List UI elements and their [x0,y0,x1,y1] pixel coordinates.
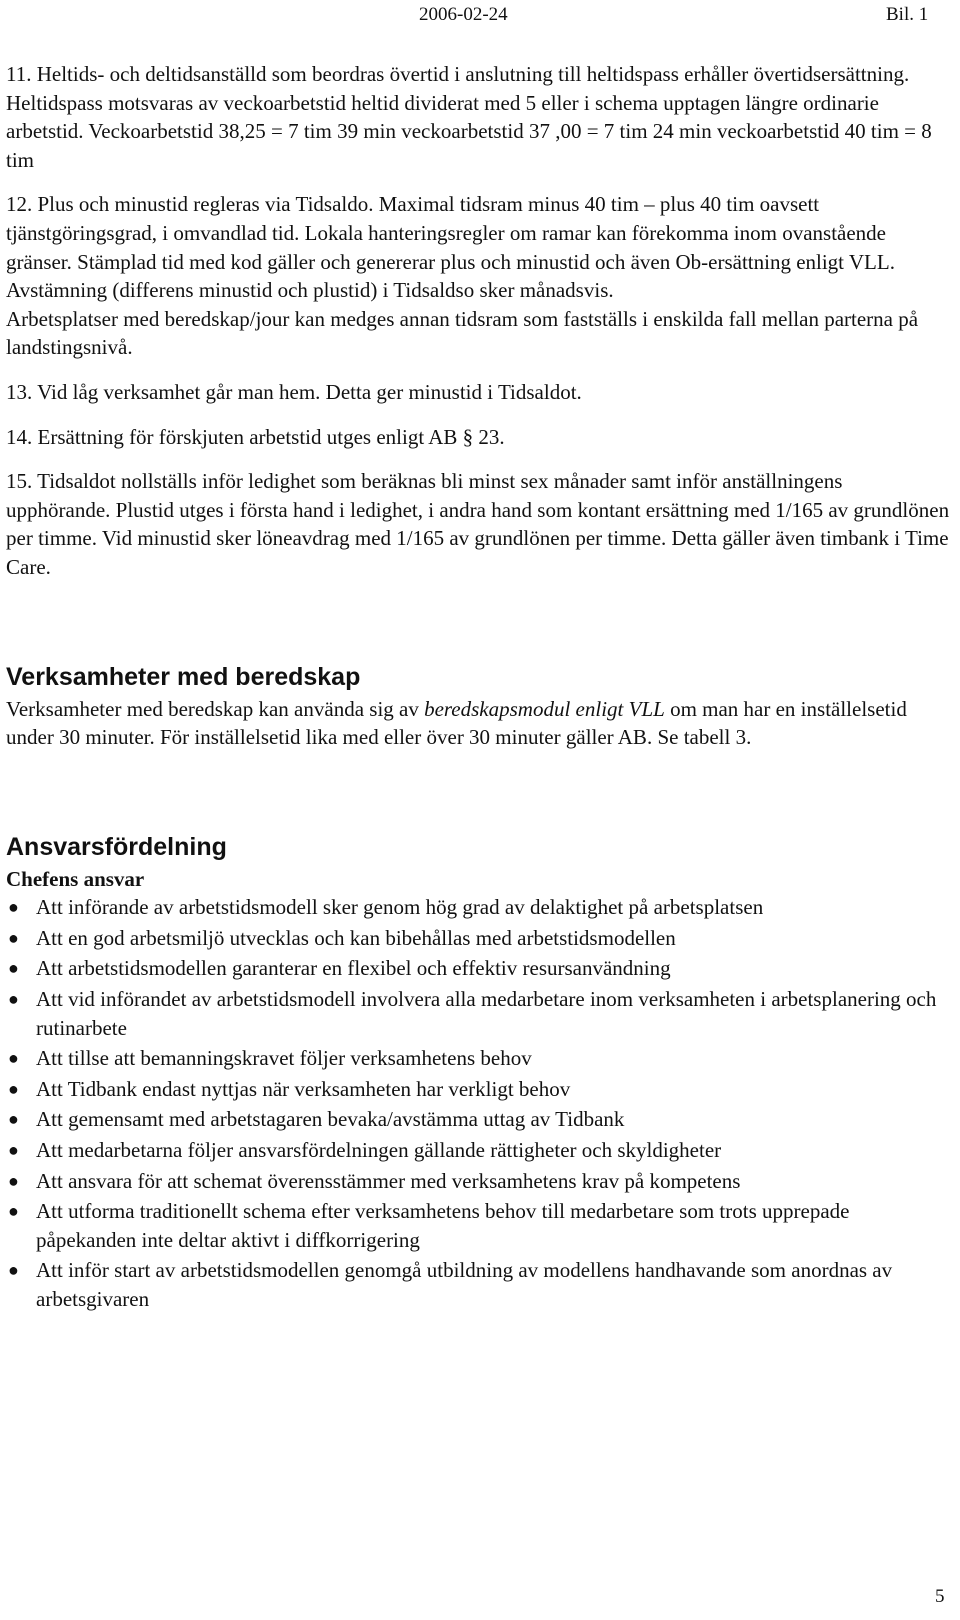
document-body [6,60,950,1316]
paragraph-11: 11. Heltids- och deltidsanställd som beordras övertid i anslutning till heltidspass erhåller övertidsersättning. Heltidspass motsvaras av veckoarbetstid heltid dividerat med 5 eller i schema upptagen längre ordinarie arbetstid. Veckoarbetstid 38,25 = 7 tim 39 min veckoarbetstid 37 ,00 = 7 tim 24 min veckoarbetstid 40 tim = 8 tim [6,62,932,172]
list-item [6,985,950,1042]
beredskap-text-italic: beredskapsmodul enligt VLL [424,696,665,721]
bullet-icon: ● [8,1170,19,1191]
list-item-text: Att arbetstidsmodellen garanterar en flexibel och effektiv resursanvändning [36,956,671,981]
paragraph-12-jour: Arbetsplatser med beredskap/jour kan medges annan tidsram som fastställs i enskilda fall mellan parterna på landstingsnivå. [6,306,919,360]
bullet-icon: ● [8,897,19,918]
list-item [6,1075,950,1104]
list-item [6,1105,950,1134]
bullet-icon: ● [8,1078,19,1099]
subheading-chefens-ansvar: Chefens ansvar [6,866,145,891]
responsibility-list [6,893,950,1313]
list-item [6,1044,950,1073]
list-item-text: Att Tidbank endast nyttjas när verksamheten har verkligt behov [36,1076,571,1101]
paragraph-12: 12. Plus och minustid regleras via Tidsaldo. Maximal tidsram minus 40 tim – plus 40 tim oavsett tjänstgöringsgrad, i omvandlad tid. Lokala hanteringsregler om ramar kan förekomma inom ovanstående gränser. Stämplad tid med kod gäller och genererar plus och minustid och även Ob-ersättning enligt VLL. Avstämning (differens minustid och plustid) i Tidsaldso sker månadsvis. [6,192,895,303]
list-item [6,924,950,953]
beredskap-text-after: om man har en inställelsetid under 30 minuter. För inställelsetid lika med eller över 30 minuter gäller AB. Se tabell 3. [6,696,907,750]
list-item-text: Att gemensamt med arbetstagaren bevaka/avstämma uttag av Tidbank [36,1107,625,1132]
paragraph-13: 13. Vid låg verksamhet går man hem. Detta ger minustid i Tidsaldot. [6,379,582,404]
bullet-icon: ● [8,1201,19,1222]
paragraph-15: 15. Tidsaldot nollställs inför ledighet som beräknas bli minst sex månader samt inför anställningens upphörande. Plustid utges i första hand i ledighet, i andra hand som kontant ersättning med 1/165 av grundlönen per timme. Vid minustid sker löneavdrag med 1/165 av grundlönen per timme. Detta gäller även timbank i Time Care. [6,469,950,579]
header-attachment-label: Bil. 1 [886,4,929,25]
list-item-text: Att tillse att bemanningskravet följer verksamhetens behov [36,1046,532,1071]
heading-beredskap: Verksamheter med beredskap [6,662,361,691]
bullet-icon: ● [8,1260,19,1281]
list-item [6,1256,950,1313]
bullet-icon: ● [8,958,19,979]
bullet-icon: ● [8,1048,19,1069]
header-date: 2006-02-24 [419,4,508,25]
heading-ansvarsfordelning: Ansvarsfördelning [6,832,227,861]
list-item-text: Att ansvara för att schemat överensstämmer med verksamhetens krav på kompetens [36,1168,741,1193]
page-number: 5 [935,1586,945,1607]
list-item-text: Att utforma traditionellt schema efter verksamhetens behov till medarbetare som trots upprepade påpekanden inte deltar aktivt i diffkorrigering [36,1199,850,1252]
paragraph-14: 14. Ersättning för förskjuten arbetstid utges enligt AB § 23. [6,424,505,449]
list-item-text: Att införande av arbetstidsmodell sker genom hög grad av delaktighet på arbetsplatsen [36,895,764,920]
list-item [6,1136,950,1165]
list-item-text: Att medarbetarna följer ansvarsfördelningen gällande rättigheter och skyldigheter [36,1138,722,1163]
list-item-text: Att vid införandet av arbetstidsmodell involvera alla medarbetare inom verksamheten i arbetsplanering och rutinarbete [36,987,937,1040]
list-item-text: Att inför start av arbetstidsmodellen genomgå utbildning av modellens handhavande som anordnas av arbetsgivaren [36,1258,893,1311]
paragraph-beredskap [6,695,950,752]
beredskap-text-before: Verksamheter med beredskap kan använda sig av [6,696,425,721]
list-item [6,954,950,983]
bullet-icon: ● [8,1109,19,1130]
list-item [6,893,950,922]
list-item-text: Att en god arbetsmiljö utvecklas och kan bibehållas med arbetstidsmodellen [36,925,676,950]
list-item [6,1197,950,1254]
bullet-icon: ● [8,989,19,1010]
list-item [6,1167,950,1196]
bullet-icon: ● [8,927,19,948]
bullet-icon: ● [8,1140,19,1161]
